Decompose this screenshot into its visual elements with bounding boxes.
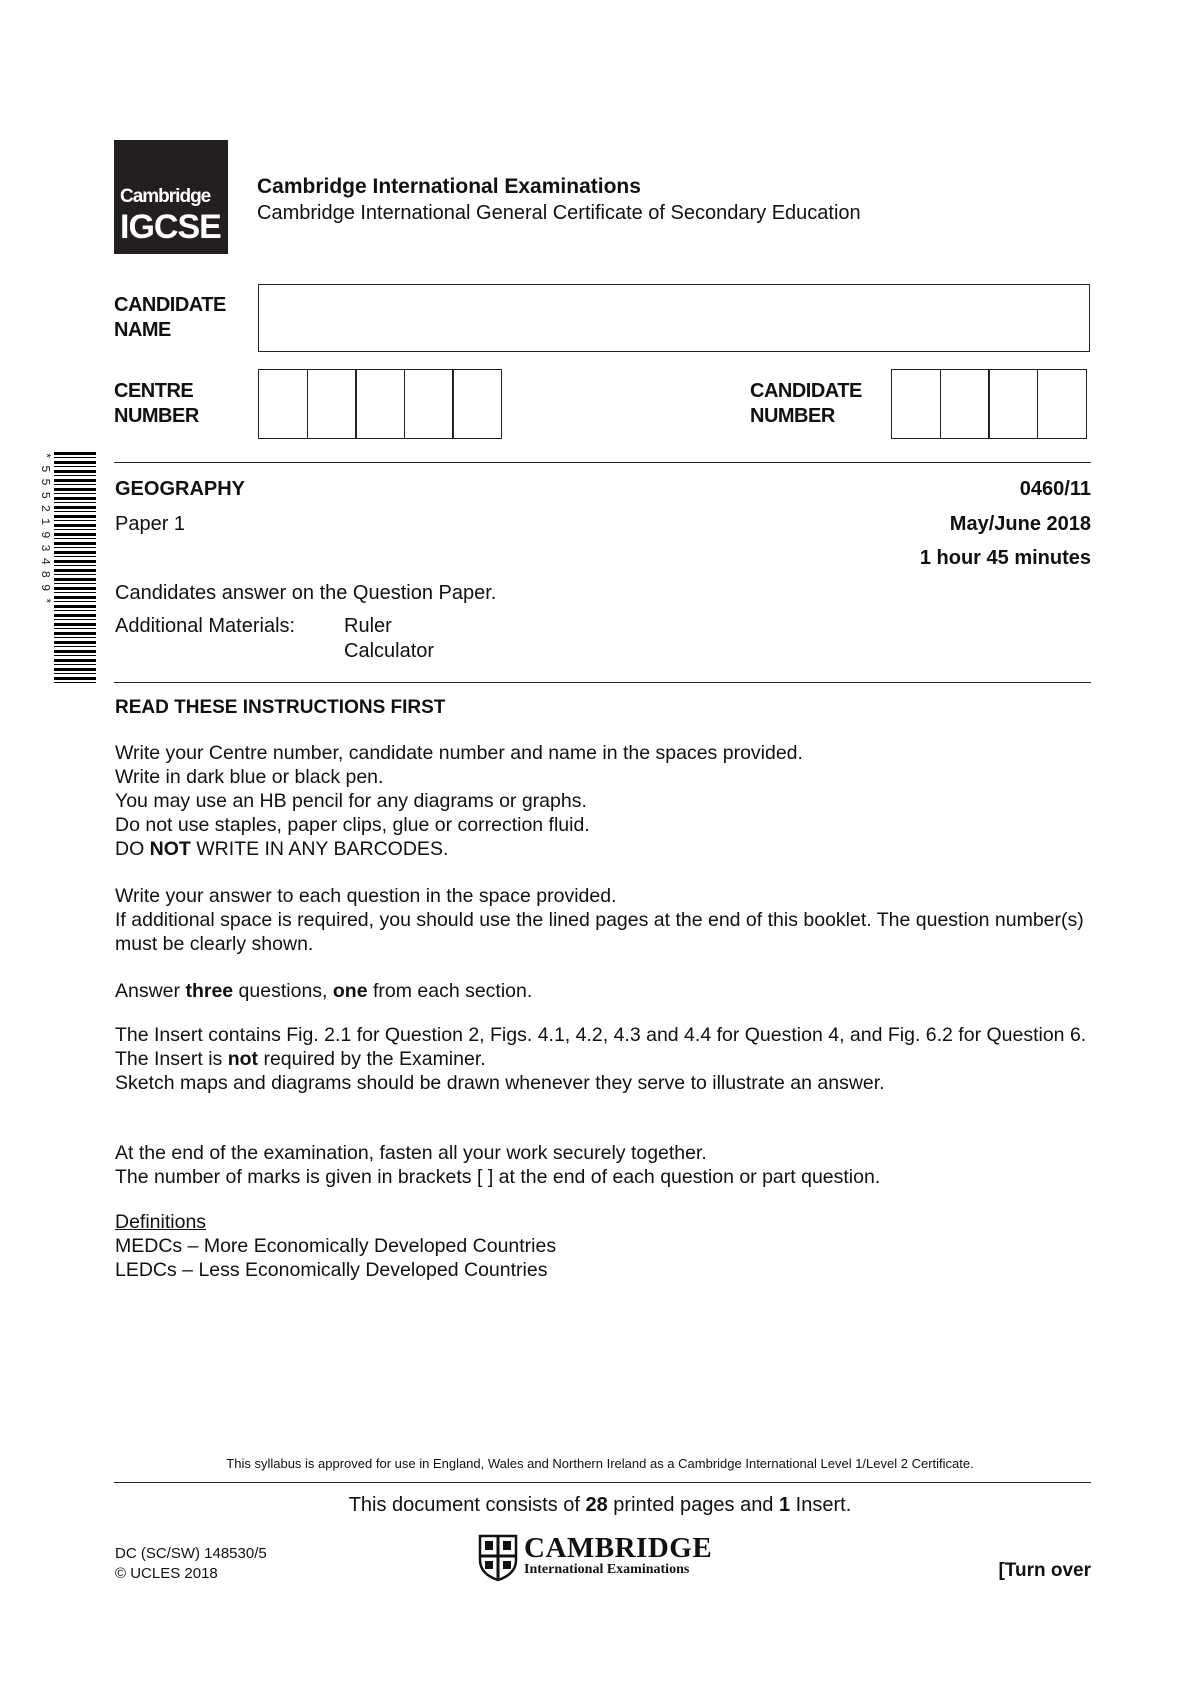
answer-rule: Answer three questions, one from each section. <box>115 980 533 1002</box>
cambridge-name: CAMBRIDGE <box>524 1532 713 1564</box>
instruction-line: The Insert is not required by the Examiner. <box>115 1048 486 1070</box>
centre-number-digit-box[interactable] <box>307 369 357 439</box>
instruction-line: If additional space is required, you should use the lined pages at the end of this booklet. The question number(s) must be clearly shown. <box>115 909 1084 955</box>
candidate-name-label: CANDIDATE NAME <box>114 294 226 341</box>
page-count-note: This document consists of 28 printed pages and 1 Insert. <box>348 1494 852 1516</box>
instruction-line: At the end of the examination, fasten all your work securely together. <box>115 1142 707 1164</box>
instructions-heading: READ THESE INSTRUCTIONS FIRST <box>115 697 446 718</box>
subject: GEOGRAPHY <box>115 478 246 500</box>
cambridge-igcse-logo <box>114 140 228 254</box>
centre-number-digit-box[interactable] <box>404 369 454 439</box>
definition-item: MEDCs – More Economically Developed Countries <box>115 1235 557 1257</box>
candidate-number-label: CANDIDATE NUMBER <box>750 380 862 427</box>
instruction-line: The Insert contains Fig. 2.1 for Question 2, Figs. 4.1, 4.2, 4.3 and 4.4 for Question 4, and Fig. 6.2 for Question 6. <box>115 1024 1087 1046</box>
exam-session: May/June 2018 <box>949 513 1091 535</box>
definitions-heading: Definitions <box>115 1211 207 1233</box>
syllabus-note: This syllabus is approved for use in England, Wales and Northern Ireland as a Cambridge International Level 1/Level 2 Certificate. <box>226 1456 974 1471</box>
material-item: Calculator <box>344 640 435 662</box>
turn-over: [Turn over <box>998 1560 1091 1581</box>
candidate-number-digit-box[interactable] <box>1037 369 1087 439</box>
instruction-line: Write your answer to each question in the space provided. <box>115 885 617 907</box>
cambridge-subtitle: International Examinations <box>524 1562 690 1577</box>
document-code: DC (SC/SW) 148530/5 © UCLES 2018 <box>115 1545 267 1582</box>
candidate-number-digit-box[interactable] <box>940 369 990 439</box>
instruction-line: Write in dark blue or black pen. <box>115 766 384 788</box>
instruction-line: Do not use staples, paper clips, glue or correction fluid. <box>115 814 590 836</box>
instruction-line: The number of marks is given in brackets [ ] at the end of each question or part question. <box>115 1166 881 1188</box>
definition-item: LEDCs – Less Economically Developed Countries <box>115 1259 548 1281</box>
instructions-block-1 <box>115 741 1091 861</box>
exam-board: Cambridge International Examinations <box>257 175 641 198</box>
centre-number-digit-box[interactable] <box>355 369 405 439</box>
cambridge-shield-icon <box>478 1534 518 1582</box>
barcode-warning: DO NOT WRITE IN ANY BARCODES. <box>115 838 449 860</box>
candidate-name-field[interactable] <box>258 284 1090 352</box>
answer-note: Candidates answer on the Question Paper. <box>115 582 497 604</box>
definitions <box>115 1210 1091 1282</box>
instruction-line: Sketch maps and diagrams should be drawn whenever they serve to illustrate an answer. <box>115 1072 885 1094</box>
logo-line-2: IGCSE <box>120 208 221 246</box>
barcode <box>54 452 96 684</box>
candidate-number-digit-box[interactable] <box>988 369 1038 439</box>
qualification: Cambridge International General Certificate of Secondary Education <box>257 202 861 224</box>
exam-duration: 1 hour 45 minutes <box>919 547 1091 569</box>
centre-number-digit-box[interactable] <box>258 369 308 439</box>
logo-line-1: Cambridge <box>120 186 211 207</box>
barcode-number: *5552193489* <box>38 452 52 611</box>
instruction-line: You may use an HB pencil for any diagrams or graphs. <box>115 790 587 812</box>
paper-code: 0460/11 <box>1019 478 1091 500</box>
materials-label: Additional Materials: <box>115 615 296 637</box>
end-instructions <box>115 1141 1091 1189</box>
divider <box>114 682 1091 683</box>
divider <box>114 462 1091 463</box>
divider <box>114 1482 1091 1483</box>
insert-instructions <box>115 1023 1091 1095</box>
candidate-number-field[interactable] <box>891 369 1087 439</box>
centre-number-digit-box[interactable] <box>452 369 502 439</box>
paper-number: Paper 1 <box>115 513 186 535</box>
material-item: Ruler <box>344 615 392 637</box>
instructions-block-2 <box>115 884 1091 956</box>
centre-number-label: CENTRE NUMBER <box>114 380 199 427</box>
centre-number-field[interactable] <box>258 369 502 439</box>
instruction-line: Write your Centre number, candidate number and name in the spaces provided. <box>115 742 803 764</box>
candidate-number-digit-box[interactable] <box>891 369 941 439</box>
